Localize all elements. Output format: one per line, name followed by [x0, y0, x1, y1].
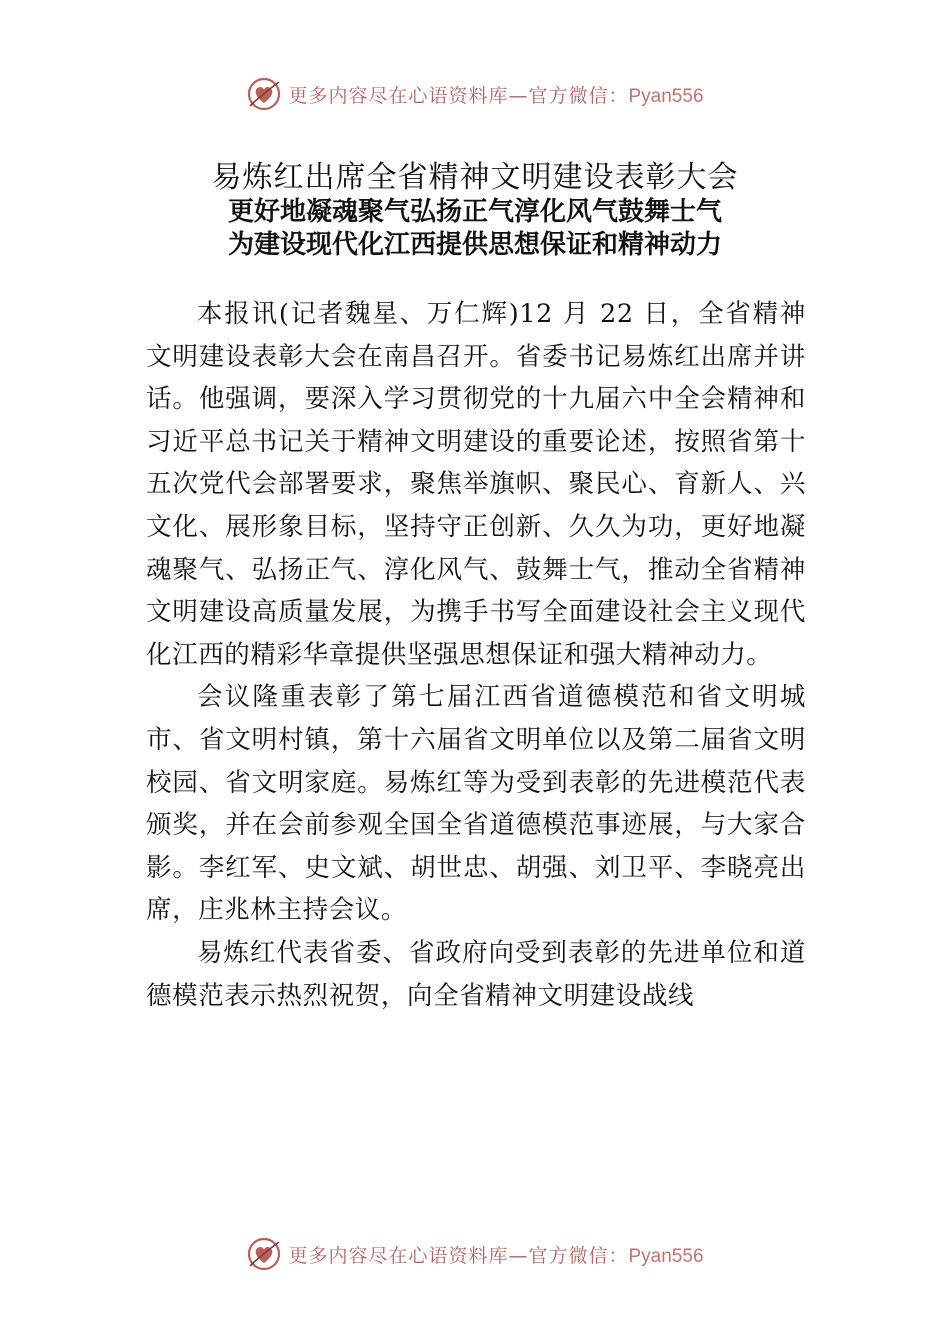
main-title: 易炼红出席全省精神文明建设表彰大会: [211, 160, 739, 195]
title-block: [0, 160, 950, 262]
watermark-wechat-label: 官方微信：: [528, 1244, 629, 1267]
article-body: [146, 293, 806, 1017]
subtitle-line-2: 为建设现代化江西提供思想保证和精神动力: [227, 230, 722, 260]
heart-circle-logo-icon: [246, 76, 282, 112]
watermark-site-text: 更多内容尽在心语资料库: [288, 84, 509, 107]
paragraph-2: 会议隆重表彰了第七届江西省道德模范和省文明城市、省文明村镇，第十六届省文明单位以及第二届省文明校园、省文明家庭。易炼红等为受到表彰的先进模范代表颁奖，并在会前参观全国全省道德模范事迹展，与大家合影。李红军、史文斌、胡世忠、胡强、刘卫平、李晓亮出席，庄兆林主持会议。: [146, 682, 806, 926]
watermark-text: [288, 81, 703, 108]
watermark-inner: [246, 76, 703, 112]
header-watermark: [0, 72, 950, 116]
footer-watermark: [0, 1232, 950, 1276]
watermark-account: Pyan556: [628, 85, 704, 107]
watermark-site-text: 更多内容尽在心语资料库: [288, 1244, 509, 1267]
watermark-separator: —: [508, 84, 529, 107]
subtitle-line-1: 更好地凝魂聚气弘扬正气淳化风气鼓舞士气: [227, 197, 722, 227]
watermark-text: [288, 1241, 703, 1268]
watermark-inner: [246, 1236, 703, 1272]
watermark-separator: —: [508, 1244, 529, 1267]
watermark-account: Pyan556: [628, 1245, 704, 1267]
heart-circle-logo-icon: [246, 1236, 282, 1272]
paragraph-3: 易炼红代表省委、省政府向受到表彰的先进单位和道德模范表示热烈祝贺，向全省精神文明建设战线: [146, 937, 806, 1011]
watermark-wechat-label: 官方微信：: [528, 84, 629, 107]
paragraph-1: 本报讯(记者魏星、万仁辉)12 月 22 日，全省精神文明建设表彰大会在南昌召开。省委书记易炼红出席并讲话。他强调，要深入学习贯彻党的十九届六中全会精神和习近平总书记关于精神文明建设的重要论述，按照省第十五次党代会部署要求，聚焦举旗帜、聚民心、育新人、兴文化、展形象目标，坚持守正创新、久久为功，更好地凝魂聚气、弘扬正气、淳化风气、鼓舞士气，推动全省精神文明建设高质量发展，为携手书写全面建设社会主义现代化江西的精彩华章提供坚强思想保证和强大精神动力。: [146, 299, 806, 670]
